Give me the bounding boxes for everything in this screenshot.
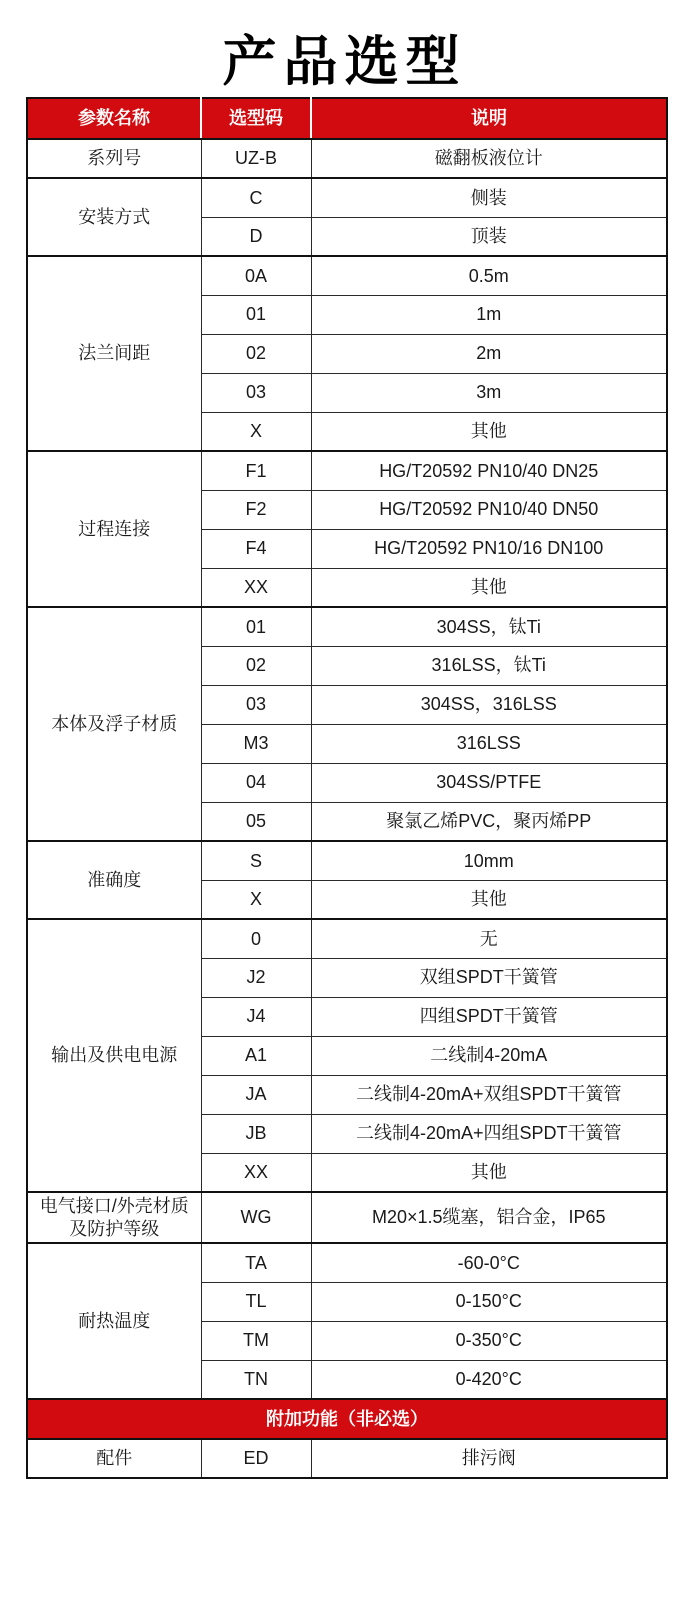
description-cell: HG/T20592 PN10/16 DN100 [311,529,667,568]
description-cell: 其他 [311,412,667,451]
code-cell: A1 [201,1036,311,1075]
code-cell: XX [201,568,311,607]
description-cell: 其他 [311,568,667,607]
description-cell: 0.5m [311,256,667,295]
selection-table-body [27,139,667,1478]
description-cell: 304SS，钛Ti [311,607,667,646]
code-cell: J2 [201,958,311,997]
param-name-cell: 法兰间距 [27,256,201,451]
table-row [27,1439,667,1478]
description-cell: 无 [311,919,667,958]
header-row [27,98,667,139]
code-cell: JB [201,1114,311,1153]
param-name-cell: 本体及浮子材质 [27,607,201,841]
description-cell: 2m [311,334,667,373]
param-name-cell: 耐热温度 [27,1243,201,1399]
description-cell: 其他 [311,1153,667,1192]
description-cell: 316LSS [311,724,667,763]
description-cell: 双组SPDT干簧管 [311,958,667,997]
code-cell: TN [201,1360,311,1399]
code-cell: TL [201,1282,311,1321]
description-cell: -60-0°C [311,1243,667,1282]
code-cell: TA [201,1243,311,1282]
code-cell: ED [201,1439,311,1478]
code-cell: F4 [201,529,311,568]
table-row [27,919,667,958]
code-cell: C [201,178,311,217]
code-cell: 05 [201,802,311,841]
code-cell: UZ-B [201,139,311,178]
table-row [27,451,667,490]
description-cell: 10mm [311,841,667,880]
header-param-name: 参数名称 [27,98,201,139]
description-cell: 其他 [311,880,667,919]
description-cell: M20×1.5缆塞，铝合金，IP65 [311,1192,667,1243]
description-cell: HG/T20592 PN10/40 DN25 [311,451,667,490]
code-cell: 03 [201,685,311,724]
description-cell: 二线制4-20mA [311,1036,667,1075]
table-row [27,139,667,178]
code-cell: 0A [201,256,311,295]
description-cell: 316LSS，钛Ti [311,646,667,685]
description-cell: 磁翻板液位计 [311,139,667,178]
description-cell: 304SS，316LSS [311,685,667,724]
description-cell: 四组SPDT干簧管 [311,997,667,1036]
code-cell: S [201,841,311,880]
description-cell: 1m [311,295,667,334]
code-cell: X [201,412,311,451]
param-name-cell: 准确度 [27,841,201,919]
description-cell: 二线制4-20mA+双组SPDT干簧管 [311,1075,667,1114]
page-title: 产品选型 [222,32,467,92]
table-row [27,1192,667,1243]
description-cell: 0-420°C [311,1360,667,1399]
code-cell: TM [201,1321,311,1360]
code-cell: 01 [201,607,311,646]
header-code: 选型码 [201,98,311,139]
code-cell: 02 [201,646,311,685]
description-cell: HG/T20592 PN10/40 DN50 [311,490,667,529]
code-cell: 04 [201,763,311,802]
param-name-cell: 电气接口/外壳材质及防护等级 [27,1192,201,1243]
section-banner-row [27,1399,667,1439]
table-row [27,841,667,880]
code-cell: J4 [201,997,311,1036]
product-selection-table [26,97,668,1479]
param-name-cell: 安装方式 [27,178,201,256]
code-cell: XX [201,1153,311,1192]
param-name-cell: 系列号 [27,139,201,178]
code-cell: F2 [201,490,311,529]
code-cell: 03 [201,373,311,412]
code-cell: X [201,880,311,919]
code-cell: F1 [201,451,311,490]
code-cell: 01 [201,295,311,334]
code-cell: WG [201,1192,311,1243]
section-banner-label: 附加功能（非必选） [27,1399,667,1439]
code-cell: D [201,217,311,256]
table-row [27,256,667,295]
description-cell: 聚氯乙烯PVC，聚丙烯PP [311,802,667,841]
table-row [27,178,667,217]
table-header [27,98,667,139]
code-cell: JA [201,1075,311,1114]
description-cell: 排污阀 [311,1439,667,1478]
param-name-cell: 输出及供电电源 [27,919,201,1192]
description-cell: 0-150°C [311,1282,667,1321]
description-cell: 二线制4-20mA+四组SPDT干簧管 [311,1114,667,1153]
header-description: 说明 [311,98,667,139]
description-cell: 顶装 [311,217,667,256]
description-cell: 304SS/PTFE [311,763,667,802]
description-cell: 侧装 [311,178,667,217]
code-cell: 0 [201,919,311,958]
description-cell: 3m [311,373,667,412]
code-cell: M3 [201,724,311,763]
param-name-cell: 过程连接 [27,451,201,607]
param-name-cell: 配件 [27,1439,201,1478]
table-row [27,607,667,646]
table-row [27,1243,667,1282]
description-cell: 0-350°C [311,1321,667,1360]
code-cell: 02 [201,334,311,373]
